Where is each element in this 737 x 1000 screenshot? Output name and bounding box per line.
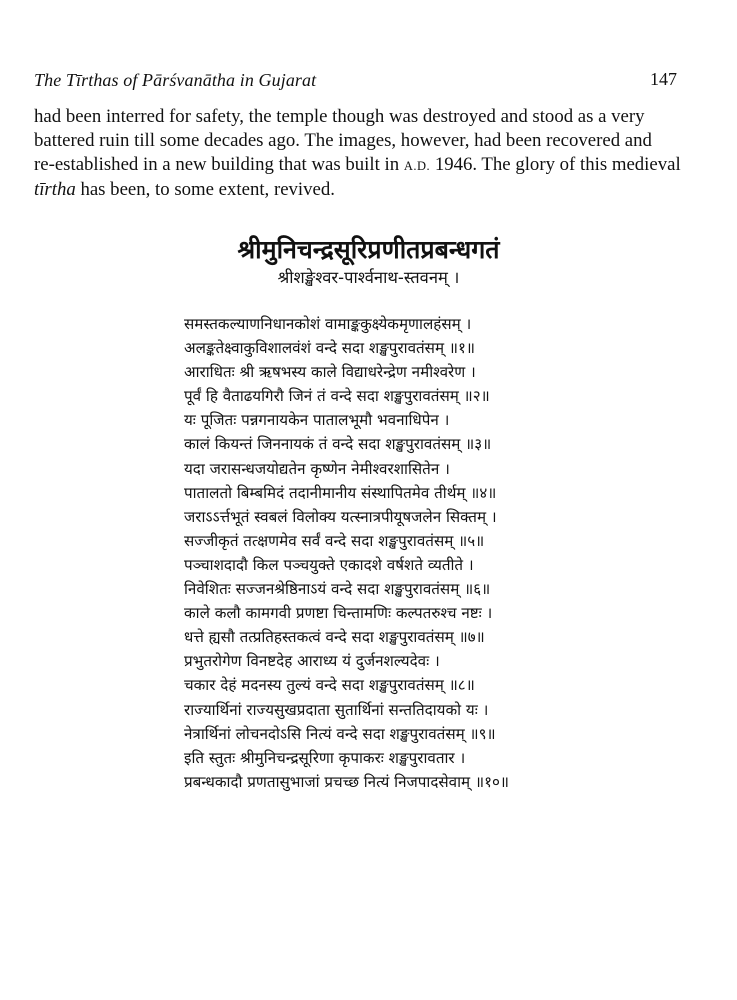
- verse-line: पातालतो बिम्बमिदं तदानीमानीय संस्थापितमेव तीर्थम् ॥४॥: [184, 483, 497, 502]
- body-paragraph: [34, 105, 694, 202]
- era-abbreviation: A.D.: [403, 159, 431, 173]
- verse-line: समस्तकल्याणनिधानकोशं वामाङ्ककुक्ष्येकमृणालहंसम् ।: [184, 315, 472, 333]
- verse-line: जराऽऽर्त्तभूतं स्वबलं विलोक्य यत्स्नात्रपीयूषजलेन सिक्तम् ।: [184, 507, 497, 526]
- paragraph-line-3-start: re-established in a new building that was built in: [34, 154, 404, 175]
- italic-term: tīrtha: [34, 179, 76, 200]
- hymn-subtitle: श्रीशङ्खेश्वर-पार्श्वनाथ-स्तवनम् ।: [277, 268, 460, 287]
- paragraph-line-1: had been interred for safety, the temple though was destroyed and stood as a very: [34, 106, 645, 127]
- verse-line: सज्जीकृतं तत्क्षणमेव सर्वं वन्दे सदा शङ्खपुरावतंसम् ॥५॥: [184, 531, 485, 550]
- verse-line: नेत्रार्थिनां लोचनदोऽसि नित्यं वन्दे सदा शङ्खपुरावतंसम् ॥९॥: [184, 724, 496, 743]
- verse-line: यः पूजितः पन्नगनायकेन पातालभूमौ भवनाधिपेन ।: [184, 411, 450, 430]
- verse-line: प्रबन्धकादौ प्रणतासुभाजां प्रचच्छ नित्यं निजपादसेवाम् ॥१०॥: [184, 772, 509, 791]
- paragraph-line-2: battered ruin till some decades ago. The images, however, had been recovered and: [34, 130, 652, 151]
- verse-line: पञ्चाशदादौ किल पञ्चयुक्ते एकादशे वर्षशते व्यतीते ।: [184, 555, 474, 574]
- verse-list: [184, 312, 724, 794]
- paragraph-line-4: [34, 178, 694, 202]
- paragraph-line-4-end: has been, to some extent, revived.: [75, 179, 335, 200]
- verse-line: इति स्तुतः श्रीमुनिचन्द्रसूरिणा कृपाकरः शङ्खपुरावतार ।: [184, 748, 466, 767]
- page-number: 147: [650, 69, 677, 89]
- verse-line: कालं कियन्तं जिननायकं तं वन्दे सदा शङ्खपुरावतंसम् ॥३॥: [184, 435, 492, 454]
- verse-line: धत्ते ह्यसौ तत्प्रतिहस्तकत्वं वन्दे सदा शङ्खपुरावतंसम् ॥७॥: [184, 628, 485, 647]
- verse-line: अलङ्कतेक्ष्वाकुविशालवंशं वन्दे सदा शङ्खपुरावतंसम् ॥१॥: [184, 339, 475, 358]
- verse-line: काले कलौ कामगवी प्रणष्टा चिन्तामणिः कल्पतरुश्च नष्टः ।: [184, 604, 493, 623]
- verse-line: निवेशितः सज्जनश्रेष्ठिनाऽयं वन्दे सदा शङ्खपुरावतंसम् ॥६॥: [184, 580, 491, 599]
- running-title: The Tīrthas of Pārśvanātha in Gujarat: [34, 70, 317, 90]
- verse-line: आराधितः श्री ऋषभस्य काले विद्याधरेन्द्रेण नमीश्वरेण ।: [184, 363, 476, 382]
- verse-line: राज्यार्थिनां राज्यसुखप्रदाता सुतार्थिनां सन्ततिदायको यः ।: [184, 700, 489, 719]
- hymn-title: श्रीमुनिचन्द्रसूरिप्रणीतप्रबन्धगतं: [237, 235, 500, 264]
- paragraph-line-3: [34, 153, 694, 178]
- verse-line: प्रभुतरोगेण विनष्टदेह आराध्य यं दुर्जनशल्यदेवः ।: [184, 652, 440, 671]
- verse-line: चकार देहं मदनस्य तुल्यं वन्दे सदा शङ्खपुरावतंसम् ॥८॥: [184, 676, 475, 695]
- paragraph-line-3-end: 1946. The glory of this medieval: [430, 154, 681, 175]
- verse-line: पूर्वं हि वैताढयगिरौ जिनं तं वन्दे सदा शङ्खपुरावतंसम् ॥२॥: [184, 387, 490, 406]
- verse-line: यदा जरासन्धजयोद्यतेन कृष्णेन नेमीश्वरशासितेन ।: [184, 459, 450, 478]
